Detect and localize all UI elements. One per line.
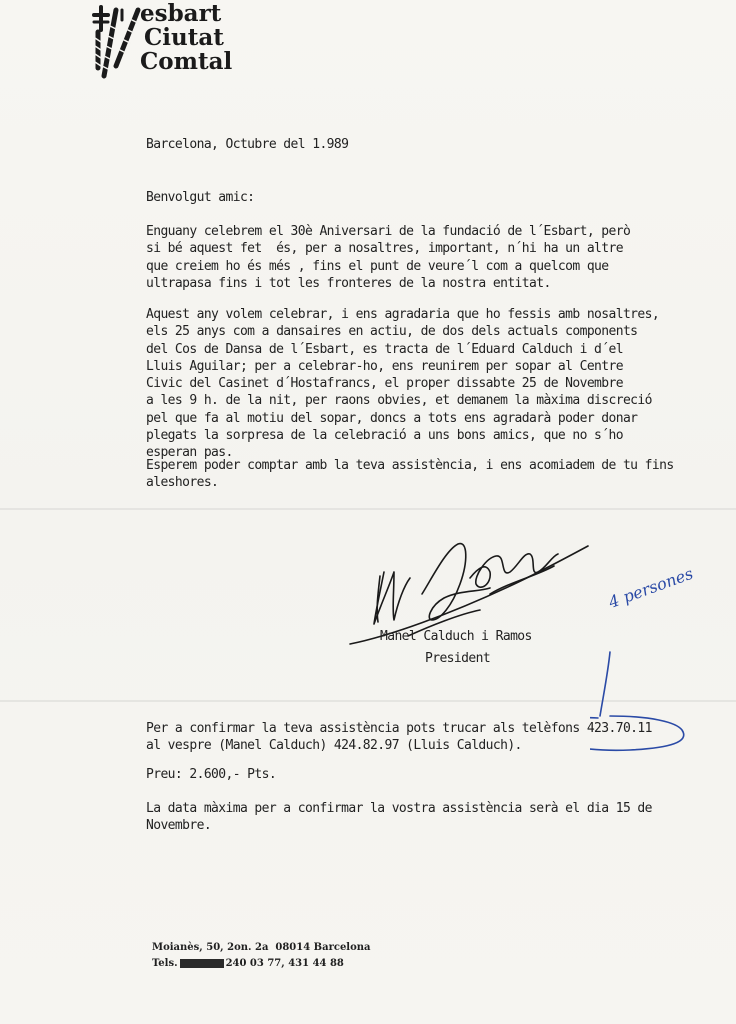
text-line: Aquest any volem celebrar, i ens agradaria que ho fessis amb nosaltres, [146, 307, 660, 322]
text-line: aleshores. [146, 475, 219, 491]
text-line: Per a confirmar la teva assistència pots trucar als telèfons 423.70.11 [146, 721, 652, 736]
text-line: al vespre (Manel Calduch) 424.82.97 (Lluis Calduch). [146, 738, 522, 754]
text-line: si bé aquest fet és, per a nosaltres, important, n´hi ha un altre [146, 241, 623, 257]
esbart-logo-icon [92, 4, 142, 80]
paragraph-celebration [146, 306, 659, 462]
letterhead-line: esbart [140, 0, 222, 27]
text-line: a les 9 h. de la nit, per raons obvies, et demanem la màxima discreció [146, 393, 652, 409]
letterhead-line: Comtal [140, 48, 233, 75]
paragraph-deadline [146, 800, 652, 835]
text-line: els 25 anys com a dansaires en actiu, de dos dels actuals components [146, 324, 638, 340]
text-line: que creiem ho és més , fins el punt de veure´l com a quelcom que [146, 258, 609, 274]
footer-phones-label: Tels. [152, 958, 178, 969]
handwritten-note: 4 persones [606, 563, 696, 612]
text-line: La data màxima per a confirmar la vostra assistència serà el dia 15 de [146, 801, 652, 816]
footer-phones-numbers: 240 03 77, 431 44 88 [225, 958, 344, 969]
text-line: Civic del Casinet d´Hostafrancs, el proper dissabte 25 de Novembre [146, 376, 623, 392]
date-line: Barcelona, Octubre del 1.989 [146, 137, 349, 152]
paragraph-anniversary [146, 223, 630, 292]
footer-address-block [152, 940, 371, 972]
letterhead-line: Ciutat [144, 24, 224, 51]
letterhead-name [140, 2, 232, 74]
redaction-mark [180, 959, 224, 968]
text-line: Lluis Aguilar; per a celebrar-ho, ens reunirem per sopar al Centre [146, 358, 623, 374]
text-line: del Cos de Dansa de l´Esbart, es tracta de l´Eduard Calduch i d´el [146, 341, 623, 357]
text-line: esperan pas. [146, 445, 233, 461]
footer-address: Moianès, 50, 2on. 2a 08014 Barcelona [152, 942, 371, 953]
text-line: pel que fa al motiu del sopar, doncs a tots ens agradarà poder donar [146, 410, 638, 426]
signer-title: President [425, 651, 491, 666]
text-line: Enguany celebrem el 30è Aniversari de la fundació de l´Esbart, però [146, 224, 631, 239]
text-line: ultrapasa fins i tot les fronteres de la nostra entitat. [146, 275, 551, 291]
paragraph-closing [146, 457, 674, 492]
price-line: Preu: 2.600,- Pts. [146, 767, 277, 782]
signer-name: Manel Calduch i Ramos [380, 629, 532, 644]
paper-fold-line [0, 508, 736, 510]
text-line: Novembre. [146, 818, 212, 834]
greeting: Benvolgut amic: [146, 190, 255, 205]
text-line: plegats la sorpresa de la celebració a uns bons amics, que no s´ho [146, 428, 623, 444]
paragraph-confirm [146, 720, 652, 755]
footer-phones [152, 956, 371, 972]
text-line: Esperem poder comptar amb la teva assistència, i ens acomiadem de tu fins [146, 458, 674, 473]
